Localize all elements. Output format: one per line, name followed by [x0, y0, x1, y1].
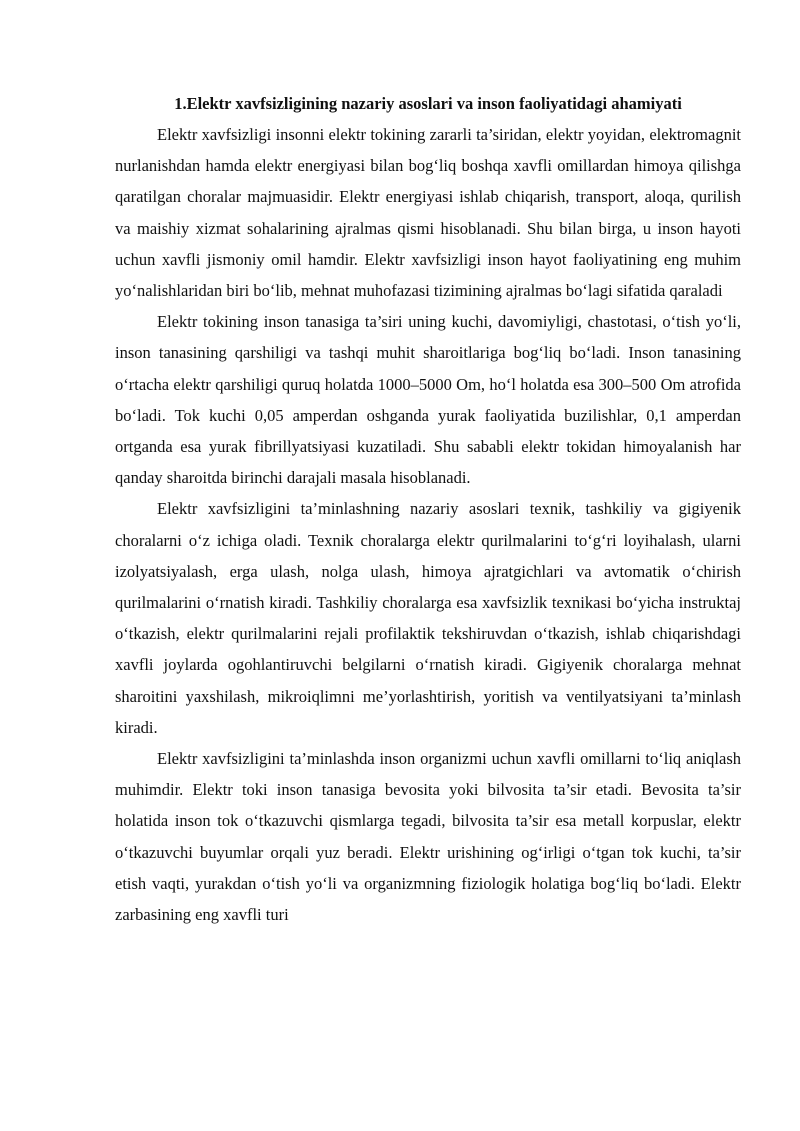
section-heading: 1.Elektr xavfsizligining nazariy asoslari va inson faoliyatidagi ahamiyati	[174, 94, 682, 113]
paragraph-current-effects: Elektr tokining inson tanasiga ta’siri uning kuchi, davomiyligi, chastotasi, o‘tish yo‘li, inson tanasining qarshiligi va tashqi muhit sharoitlariga bog‘liq bo‘ladi. Inson tanasining o‘rtacha elektr qarshiligi quruq holatda 1000–5000 Om, ho‘l holatda esa 300–500 Om atrofida bo‘ladi. Tok kuchi 0,05 amperdan oshganda yurak faoliyatida buzilishlar, 0,1 amperdan ortganda esa yurak fibrillyatsiyasi kuzatiladi. Shu sababli elektr tokidan himoyalanish har qanday sharoitda birinchi darajali masala hisoblanadi.	[115, 312, 741, 488]
page-content	[115, 88, 741, 930]
paragraph-electrical-safety-definition: Elektr xavfsizligi insonni elektr tokining zararli ta’siridan, elektr yoyidan, elektromagnit nurlanishdan hamda elektr energiyasi bilan bog‘liq boshqa xavfli omillardan himoya qilishga qaratilgan choralar majmuasidir. Elektr energiyasi ishlab chiqarish, transport, aloqa, qurilish va maishiy xizmat sohalarining ajralmas qismi hisoblanadi. Shu bilan birga, u inson hayoti uchun xavfli jismoniy omil hamdir. Elektr xavfsizligi inson hayot faoliyatining eng muhim yo‘nalishlaridan biri bo‘lib, mehnat muhofazasi tizimining ajralmas bo‘lagi sifatida qaraladi	[115, 125, 741, 301]
paragraph-hazard-factors: Elektr xavfsizligini ta’minlashda inson organizmi uchun xavfli omillarni to‘liq aniqlash muhimdir. Elektr toki inson tanasiga bevosita yoki bilvosita ta’sir etadi. Bevosita ta’sir holatida inson tok o‘tkazuvchi qismlarga tegadi, bilvosita ta’sir esa metall korpuslar, elektr o‘tkazuvchi buyumlar orqali yuz beradi. Elektr urishining og‘irligi o‘tgan tok kuchi, ta’sir etish vaqti, yurakdan o‘tish yo‘li va organizmning fiziologik holatiga bog‘liq bo‘ladi. Elektr zarbasining eng xavfli turi	[115, 749, 741, 925]
paragraph-safety-measures: Elektr xavfsizligini ta’minlashning nazariy asoslari texnik, tashkiliy va gigiyenik choralarni o‘z ichiga oladi. Texnik choralarga elektr qurilmalarini to‘g‘ri loyihalash, ularni izolyatsiyalash, erga ulash, nolga ulash, himoya ajratgichlari va avtomatik o‘chirish qurilmalarini o‘rnatish kiradi. Tashkiliy choralarga esa xavfsizlik texnikasi bo‘yicha instruktaj o‘tkazish, elektr qurilmalarini rejali profilaktik tekshiruvdan o‘tkazish, ishlab chiqarishdagi xavfli joylarda ogohlantiruvchi belgilarni o‘rnatish kiradi. Gigiyenik choralarga mehnat sharoitini yaxshilash, mikroiqlimni me’yorlashtirish, yoritish va ventilyatsiyani ta’minlash kiradi.	[115, 499, 741, 737]
